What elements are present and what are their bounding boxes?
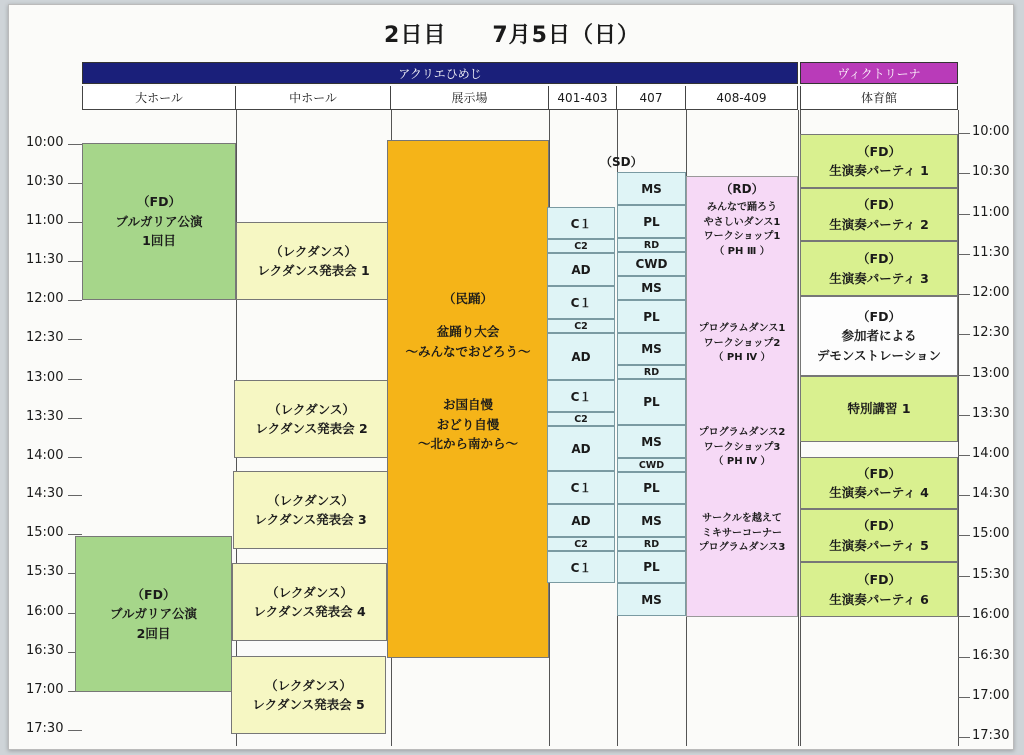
hall-header-mid: 中ホール xyxy=(236,86,391,110)
time-tick-right xyxy=(958,657,970,658)
event-line: お国自慢 xyxy=(442,397,493,413)
event-name: レクダンス発表会 5 xyxy=(252,697,365,712)
time-label-right: 16:30 xyxy=(972,648,1010,663)
event-line: ～北から南から～ xyxy=(417,435,518,451)
event-tag: （FD） xyxy=(131,586,176,602)
time-tick-right xyxy=(958,173,970,174)
room401-slot: AD xyxy=(547,504,615,537)
time-tick-left xyxy=(68,457,82,458)
time-tick-right xyxy=(958,415,970,416)
rd-line: サークルを越えて xyxy=(702,513,782,524)
time-label-right: 14:30 xyxy=(972,486,1010,501)
time-tick-right xyxy=(958,737,970,738)
rd-line: みんなで踊ろう xyxy=(707,202,777,213)
time-tick-left xyxy=(68,339,82,340)
room407-slot: MS xyxy=(617,425,686,458)
event-party-2 xyxy=(800,188,958,241)
event-sub: 1回目 xyxy=(142,233,176,249)
time-tick-left xyxy=(68,261,82,262)
time-label-right: 13:30 xyxy=(972,406,1010,421)
room407-slot: MS xyxy=(617,583,686,616)
time-label-right: 17:00 xyxy=(972,688,1010,703)
time-tick-right xyxy=(958,697,970,698)
venue-main: アクリエひめじ xyxy=(82,62,798,84)
rd-line: プログラムダンス3 xyxy=(698,542,786,553)
rd-session-3 xyxy=(686,426,798,470)
time-tick-right xyxy=(958,455,970,456)
event-bulgaria-2 xyxy=(75,536,232,692)
event-sub: 2回目 xyxy=(136,625,171,641)
event-name: ブルガリア公演 xyxy=(109,606,197,622)
time-tick-right xyxy=(958,495,970,496)
event-name: レクダンス発表会 4 xyxy=(253,604,366,619)
time-tick-right xyxy=(958,576,970,577)
time-label-right: 15:00 xyxy=(972,526,1010,541)
room407-slot: MS xyxy=(617,504,686,537)
room401-slot: C2 xyxy=(547,537,615,551)
event-recdance-5 xyxy=(231,656,386,734)
time-label-right: 15:30 xyxy=(972,567,1010,582)
time-tick-left xyxy=(68,495,82,496)
time-label-left: 17:00 xyxy=(26,682,64,697)
event-tag: （FD） xyxy=(137,194,181,210)
room407-slot: RD xyxy=(617,537,686,551)
event-minyo xyxy=(387,140,549,658)
event-name: 生演奏パーティ 6 xyxy=(829,591,929,607)
time-label-right: 14:00 xyxy=(972,446,1010,461)
time-label-left: 16:00 xyxy=(26,604,64,619)
hall-header-exhibition: 展示場 xyxy=(391,86,549,110)
event-recdance-1 xyxy=(236,222,391,300)
time-tick-right xyxy=(958,133,970,134)
room401-slot: C１ xyxy=(547,286,615,319)
event-name: 特別講習 1 xyxy=(847,401,911,417)
event-tag: （FD） xyxy=(857,465,901,481)
time-label-left: 14:00 xyxy=(26,448,64,463)
time-label-right: 11:30 xyxy=(972,245,1010,260)
event-name: レクダンス発表会 1 xyxy=(257,263,370,278)
event-tag: （レクダンス） xyxy=(265,677,352,693)
event-name: 参加者による xyxy=(841,328,917,344)
time-label-left: 15:30 xyxy=(26,564,64,579)
time-tick-right xyxy=(958,535,970,536)
event-name: 生演奏パーティ 3 xyxy=(829,270,929,286)
time-label-left: 10:00 xyxy=(26,135,64,150)
room407-slot: PL xyxy=(617,472,686,504)
time-label-left: 15:00 xyxy=(26,525,64,540)
room407-slot: MS xyxy=(617,276,686,300)
event-tag: （レクダンス） xyxy=(270,243,357,259)
time-label-left: 11:00 xyxy=(26,213,64,228)
time-label-left: 16:30 xyxy=(26,643,64,658)
event-name: デモンストレーション xyxy=(816,347,942,363)
rd-session-4 xyxy=(686,512,798,556)
hall-header-big: 大ホール xyxy=(82,86,236,110)
room407-slot: MS xyxy=(617,333,686,365)
time-label-left: 12:00 xyxy=(26,291,64,306)
time-label-right: 12:30 xyxy=(972,325,1010,340)
event-tag: （FD） xyxy=(857,251,901,267)
hall-header-gym: 体育館 xyxy=(800,86,958,110)
event-party-4 xyxy=(800,457,958,509)
rd-session-1 xyxy=(686,201,798,259)
time-tick-right xyxy=(958,294,970,295)
event-demonstration xyxy=(800,296,958,376)
time-tick-left xyxy=(68,222,82,223)
room407-header: （SD） xyxy=(600,155,643,169)
room401-slot: AD xyxy=(547,333,615,380)
rd-line: やさしいダンス1 xyxy=(703,216,781,228)
time-tick-right xyxy=(958,616,970,617)
room401-slot: C2 xyxy=(547,239,615,253)
event-recdance-2 xyxy=(234,380,389,458)
hall-header-407: 407 xyxy=(617,86,686,110)
rd-line: プログラムダンス2 xyxy=(698,427,786,438)
time-label-right: 17:30 xyxy=(972,728,1010,743)
event-bulgaria-1 xyxy=(82,143,236,300)
time-tick-right xyxy=(958,254,970,255)
rd-line: ワークショップ2 xyxy=(703,337,781,349)
column-line xyxy=(958,110,959,746)
room401-slot: C１ xyxy=(547,380,615,412)
room407-slot: RD xyxy=(617,365,686,379)
event-tag: （レクダンス） xyxy=(266,584,353,600)
event-party-5 xyxy=(800,509,958,562)
event-recdance-4 xyxy=(232,563,387,641)
time-label-left: 11:30 xyxy=(26,252,64,267)
page-title: 2日目 7月5日（日） xyxy=(384,23,640,48)
time-tick-left xyxy=(68,418,82,419)
rd-line: （ PH Ⅳ ） xyxy=(713,352,771,363)
hall-header-401: 401-403 xyxy=(549,86,617,110)
time-label-right: 16:00 xyxy=(972,607,1010,622)
room407-slot: MS xyxy=(617,172,686,205)
time-tick-left xyxy=(68,300,82,301)
time-label-left: 12:30 xyxy=(26,330,64,345)
event-party-1 xyxy=(800,134,958,188)
room407-slot: PL xyxy=(617,300,686,333)
event-tag: （民踊） xyxy=(442,291,493,306)
rd-tag: （RD） xyxy=(720,182,764,196)
event-tag: （FD） xyxy=(857,518,901,534)
room401-slot: C１ xyxy=(547,207,615,239)
room407-slot: PL xyxy=(617,205,686,238)
rd-line: プログラムダンス1 xyxy=(698,323,786,334)
event-name: 生演奏パーティ 2 xyxy=(829,216,929,232)
time-tick-right xyxy=(958,334,970,335)
rd-line: ワークショップ1 xyxy=(703,231,781,242)
time-label-right: 10:00 xyxy=(972,124,1010,139)
room401-slot: AD xyxy=(547,426,615,471)
event-name: レクダンス発表会 3 xyxy=(254,512,367,527)
room401-slot: C2 xyxy=(547,319,615,333)
time-label-right: 11:00 xyxy=(972,205,1010,220)
event-party-6 xyxy=(800,562,958,617)
event-line: おどり自慢 xyxy=(436,416,500,432)
event-name: 生演奏パーティ 5 xyxy=(829,537,929,553)
room401-slot: C１ xyxy=(547,551,615,583)
event-tag: （FD） xyxy=(857,197,901,213)
time-label-right: 13:00 xyxy=(972,366,1010,381)
time-label-left: 17:30 xyxy=(26,721,64,736)
time-label-left: 14:30 xyxy=(26,486,64,501)
time-tick-left xyxy=(68,379,82,380)
time-tick-left xyxy=(68,144,82,145)
event-tag: （FD） xyxy=(857,308,901,324)
event-tag: （レクダンス） xyxy=(268,401,355,417)
event-tag: （FD） xyxy=(857,572,901,588)
venue-gym: ヴィクトリーナ xyxy=(800,62,958,84)
room401-slot: C１ xyxy=(547,471,615,504)
time-label-right: 10:30 xyxy=(972,164,1010,179)
time-label-left: 13:00 xyxy=(26,370,64,385)
rd-line: （ PH Ⅲ ） xyxy=(714,245,770,257)
event-name: 生演奏パーティ 4 xyxy=(829,485,929,500)
time-tick-left xyxy=(68,534,82,535)
event-tag: （FD） xyxy=(857,143,901,159)
column-line xyxy=(798,110,799,746)
room407-slot: CWD xyxy=(617,252,686,276)
room401-slot: AD xyxy=(547,253,615,286)
room407-slot: PL xyxy=(617,379,686,425)
time-label-left: 13:30 xyxy=(26,409,64,424)
time-label-left: 10:30 xyxy=(26,174,64,189)
rd-line: ワークショップ3 xyxy=(703,441,781,453)
event-name: ブルガリア公演 xyxy=(115,213,203,229)
event-name: レクダンス発表会 2 xyxy=(255,421,368,436)
time-tick-right xyxy=(958,375,970,376)
rd-line: （ PH Ⅳ ） xyxy=(713,456,771,467)
time-label-right: 12:00 xyxy=(972,285,1010,300)
room407-slot: RD xyxy=(617,238,686,252)
hall-header-408: 408-409 xyxy=(686,86,798,110)
event-recdance-3 xyxy=(233,471,388,549)
time-tick-left xyxy=(68,183,82,184)
time-tick-left xyxy=(68,730,82,731)
rd-session-2 xyxy=(686,322,798,366)
room407-slot: CWD xyxy=(617,458,686,472)
event-tag: （レクダンス） xyxy=(267,492,354,508)
time-tick-right xyxy=(958,214,970,215)
room401-slot: C2 xyxy=(547,412,615,426)
event-line: ～みんなでおどろう～ xyxy=(405,343,531,359)
event-line: 盆踊り大会 xyxy=(436,324,500,340)
event-party-3 xyxy=(800,241,958,296)
event-special-lesson xyxy=(800,376,958,442)
rd-line: ミキサーコーナー xyxy=(702,527,782,539)
room407-slot: PL xyxy=(617,551,686,583)
event-name: 生演奏パーティ 1 xyxy=(829,163,929,178)
